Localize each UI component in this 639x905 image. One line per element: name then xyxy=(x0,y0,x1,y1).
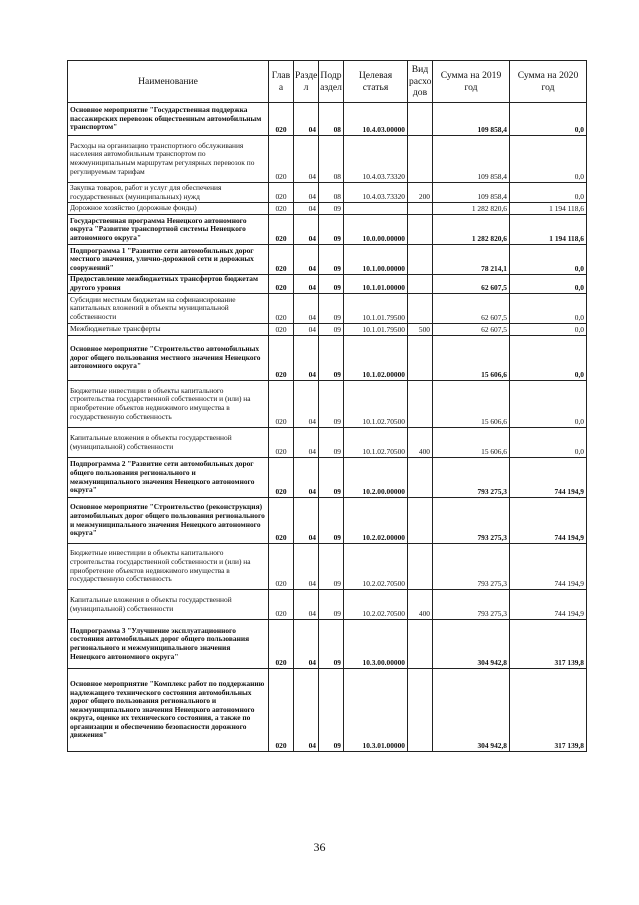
cell-glava: 020 xyxy=(269,136,294,183)
table-row xyxy=(68,458,587,498)
cell-vid: 400 xyxy=(408,428,433,458)
cell-glava: 020 xyxy=(269,544,294,590)
cell-name: Основное мероприятие "Строительство автомобильных дорог общего пользования местного значения Ненецкого автономного округа" xyxy=(68,336,269,381)
cell-podrazdel: 09 xyxy=(319,275,344,294)
cell-vid xyxy=(408,294,433,324)
table-row xyxy=(68,381,587,428)
cell-razdel: 04 xyxy=(294,294,319,324)
cell-sum2020: 1 194 118,6 xyxy=(510,203,587,215)
cell-name: Межбюджетные трансферты xyxy=(68,324,269,336)
cell-target: 10.1.02.70500 xyxy=(344,428,408,458)
cell-glava: 020 xyxy=(269,620,294,669)
cell-podrazdel: 09 xyxy=(319,544,344,590)
cell-name: Государственная программа Ненецкого автономного округа "Развитие транспортной системы Ненецкого автономного округа" xyxy=(68,215,269,245)
cell-podrazdel: 09 xyxy=(319,669,344,752)
cell-glava: 020 xyxy=(269,590,294,620)
cell-target: 10.4.03.73320 xyxy=(344,183,408,203)
cell-sum2020: 744 194,9 xyxy=(510,498,587,544)
cell-glava: 020 xyxy=(269,275,294,294)
cell-name: Подпрограмма 3 "Улучшение эксплуатационного состояния автомобильных дорог общего пользования регионального и межмуниципального значения Ненецкого автономного округа" xyxy=(68,620,269,669)
cell-razdel: 04 xyxy=(294,136,319,183)
cell-podrazdel: 09 xyxy=(319,590,344,620)
table-row xyxy=(68,294,587,324)
cell-name: Бюджетные инвестиции в объекты капитального строительства государственной собственности и (или) на приобретение объектов недвижимого имущества в государственную собственность xyxy=(68,381,269,428)
table-row xyxy=(68,136,587,183)
cell-razdel: 04 xyxy=(294,498,319,544)
table-row xyxy=(68,215,587,245)
cell-podrazdel: 09 xyxy=(319,498,344,544)
cell-sum2019: 78 214,1 xyxy=(433,245,510,275)
cell-target: 10.1.01.79500 xyxy=(344,294,408,324)
cell-name: Предоставление межбюджетных трансфертов бюджетам другого уровня xyxy=(68,275,269,294)
cell-name: Подпрограмма 2 "Развитие сети автомобильных дорог общего пользования регионального и межмуниципального значения Ненецкого автономного округа" xyxy=(68,458,269,498)
cell-vid xyxy=(408,136,433,183)
cell-glava: 020 xyxy=(269,103,294,136)
cell-sum2020: 317 139,8 xyxy=(510,620,587,669)
cell-vid xyxy=(408,275,433,294)
cell-target: 10.1.01.00000 xyxy=(344,275,408,294)
budget-table-container xyxy=(67,60,586,752)
cell-sum2019: 15 606,6 xyxy=(433,381,510,428)
table-row xyxy=(68,183,587,203)
cell-podrazdel: 09 xyxy=(319,294,344,324)
table-row xyxy=(68,590,587,620)
cell-razdel: 04 xyxy=(294,428,319,458)
table-row xyxy=(68,428,587,458)
col-header-sum2019: Сумма на 2019 год xyxy=(433,61,510,103)
cell-vid xyxy=(408,381,433,428)
cell-glava: 020 xyxy=(269,381,294,428)
cell-vid: 500 xyxy=(408,324,433,336)
cell-sum2020: 0,0 xyxy=(510,336,587,381)
cell-target: 10.2.02.70500 xyxy=(344,590,408,620)
cell-sum2020: 317 139,8 xyxy=(510,669,587,752)
cell-name: Закупка товаров, работ и услуг для обеспечения государственных (муниципальных) нужд xyxy=(68,183,269,203)
table-row xyxy=(68,103,587,136)
cell-target: 10.2.00.00000 xyxy=(344,458,408,498)
cell-sum2019: 62 607,5 xyxy=(433,294,510,324)
cell-vid xyxy=(408,458,433,498)
cell-glava: 020 xyxy=(269,203,294,215)
cell-sum2020: 0,0 xyxy=(510,103,587,136)
table-row xyxy=(68,669,587,752)
cell-razdel: 04 xyxy=(294,245,319,275)
col-header-podrazdel: Подр аздел xyxy=(319,61,344,103)
col-header-name: Наименование xyxy=(68,61,269,103)
cell-glava: 020 xyxy=(269,498,294,544)
cell-target: 10.2.02.70500 xyxy=(344,544,408,590)
cell-razdel: 04 xyxy=(294,324,319,336)
cell-target: 10.1.02.00000 xyxy=(344,336,408,381)
cell-vid xyxy=(408,215,433,245)
cell-podrazdel: 08 xyxy=(319,103,344,136)
cell-sum2019: 62 607,5 xyxy=(433,324,510,336)
table-row xyxy=(68,336,587,381)
cell-podrazdel: 09 xyxy=(319,458,344,498)
cell-vid xyxy=(408,245,433,275)
cell-glava: 020 xyxy=(269,428,294,458)
cell-razdel: 04 xyxy=(294,103,319,136)
cell-name: Дорожное хозяйство (дорожные фонды) xyxy=(68,203,269,215)
cell-razdel: 04 xyxy=(294,203,319,215)
cell-name: Бюджетные инвестиции в объекты капитального строительства государственной собственности и (или) на приобретение объектов недвижимого имущества в государственную собственность xyxy=(68,544,269,590)
cell-sum2019: 793 275,3 xyxy=(433,590,510,620)
cell-razdel: 04 xyxy=(294,458,319,498)
cell-target: 10.4.03.00000 xyxy=(344,103,408,136)
cell-sum2020: 0,0 xyxy=(510,183,587,203)
cell-sum2019: 304 942,8 xyxy=(433,669,510,752)
table-row xyxy=(68,245,587,275)
cell-razdel: 04 xyxy=(294,544,319,590)
table-row xyxy=(68,275,587,294)
cell-glava: 020 xyxy=(269,336,294,381)
cell-sum2019: 15 606,6 xyxy=(433,336,510,381)
cell-razdel: 04 xyxy=(294,669,319,752)
cell-sum2019: 793 275,3 xyxy=(433,458,510,498)
cell-target: 10.0.00.00000 xyxy=(344,215,408,245)
cell-podrazdel: 09 xyxy=(319,215,344,245)
cell-glava: 020 xyxy=(269,294,294,324)
page-number: 36 xyxy=(313,840,326,854)
table-row xyxy=(68,324,587,336)
cell-glava: 020 xyxy=(269,458,294,498)
cell-sum2019: 304 942,8 xyxy=(433,620,510,669)
cell-razdel: 04 xyxy=(294,215,319,245)
cell-sum2020: 744 194,9 xyxy=(510,590,587,620)
cell-sum2019: 109 858,4 xyxy=(433,103,510,136)
cell-sum2020: 0,0 xyxy=(510,136,587,183)
cell-sum2019: 109 858,4 xyxy=(433,183,510,203)
cell-glava: 020 xyxy=(269,669,294,752)
cell-glava: 020 xyxy=(269,245,294,275)
cell-sum2019: 15 606,6 xyxy=(433,428,510,458)
cell-name: Расходы на организацию транспортного обслуживания населения автомобильным транспортом по межмуниципальным маршрутам регулярных перевозок по регулируемым тарифам xyxy=(68,136,269,183)
header-row xyxy=(68,61,587,103)
cell-sum2020: 0,0 xyxy=(510,324,587,336)
cell-glava: 020 xyxy=(269,324,294,336)
cell-sum2019: 1 282 820,6 xyxy=(433,215,510,245)
table-row xyxy=(68,498,587,544)
cell-sum2019: 793 275,3 xyxy=(433,544,510,590)
cell-podrazdel: 08 xyxy=(319,136,344,183)
cell-sum2019: 793 275,3 xyxy=(433,498,510,544)
cell-vid xyxy=(408,336,433,381)
cell-target: 10.2.02.00000 xyxy=(344,498,408,544)
cell-podrazdel: 09 xyxy=(319,381,344,428)
cell-podrazdel: 09 xyxy=(319,336,344,381)
cell-target: 10.3.00.00000 xyxy=(344,620,408,669)
cell-vid xyxy=(408,669,433,752)
table-row xyxy=(68,544,587,590)
cell-sum2019: 62 607,5 xyxy=(433,275,510,294)
cell-target: 10.1.00.00000 xyxy=(344,245,408,275)
cell-podrazdel: 09 xyxy=(319,620,344,669)
col-header-vid: Вид расхо дов xyxy=(408,61,433,103)
cell-sum2020: 0,0 xyxy=(510,245,587,275)
cell-sum2020: 0,0 xyxy=(510,275,587,294)
budget-table xyxy=(67,60,587,752)
cell-razdel: 04 xyxy=(294,275,319,294)
cell-name: Основное мероприятие "Строительство (реконструкция) автомобильных дорог общего пользования регионального и межмуниципального значения Ненецкого автономного округа" xyxy=(68,498,269,544)
cell-glava: 020 xyxy=(269,183,294,203)
cell-podrazdel: 09 xyxy=(319,428,344,458)
cell-sum2020: 1 194 118,6 xyxy=(510,215,587,245)
cell-target xyxy=(344,203,408,215)
cell-name: Капитальные вложения в объекты государственной (муниципальной) собственности xyxy=(68,428,269,458)
cell-vid xyxy=(408,498,433,544)
cell-sum2019: 109 858,4 xyxy=(433,136,510,183)
col-header-glava: Глав а xyxy=(269,61,294,103)
cell-sum2020: 0,0 xyxy=(510,381,587,428)
cell-razdel: 04 xyxy=(294,381,319,428)
table-row xyxy=(68,203,587,215)
cell-target: 10.1.01.79500 xyxy=(344,324,408,336)
table-row xyxy=(68,620,587,669)
cell-razdel: 04 xyxy=(294,336,319,381)
cell-target: 10.1.02.70500 xyxy=(344,381,408,428)
col-header-sum2020: Сумма на 2020 год xyxy=(510,61,587,103)
cell-sum2020: 744 194,9 xyxy=(510,544,587,590)
cell-glava: 020 xyxy=(269,215,294,245)
cell-sum2020: 744 194,9 xyxy=(510,458,587,498)
cell-podrazdel: 09 xyxy=(319,203,344,215)
cell-vid xyxy=(408,103,433,136)
cell-sum2019: 1 282 820,6 xyxy=(433,203,510,215)
cell-name: Субсидии местным бюджетам на софинансирование капитальных вложений в объекты муниципальной собственности xyxy=(68,294,269,324)
cell-vid xyxy=(408,203,433,215)
cell-vid: 400 xyxy=(408,590,433,620)
cell-sum2020: 0,0 xyxy=(510,294,587,324)
cell-vid xyxy=(408,544,433,590)
cell-name: Основное мероприятие "Государственная поддержка пассажирских перевозок общественным автомобильным транспортом" xyxy=(68,103,269,136)
cell-target: 10.3.01.00000 xyxy=(344,669,408,752)
cell-sum2020: 0,0 xyxy=(510,428,587,458)
cell-podrazdel: 09 xyxy=(319,245,344,275)
cell-vid: 200 xyxy=(408,183,433,203)
cell-razdel: 04 xyxy=(294,620,319,669)
cell-name: Основное мероприятие "Комплекс работ по поддержанию надлежащего технического состояния автомобильных дорог общего пользования регионального и межмуниципального значения Ненецкого автономного округа, оценке их технического состояния, а также по организации и обеспечению безопасности дорожного движения" xyxy=(68,669,269,752)
col-header-razdel: Разде л xyxy=(294,61,319,103)
cell-razdel: 04 xyxy=(294,590,319,620)
cell-razdel: 04 xyxy=(294,183,319,203)
cell-podrazdel: 09 xyxy=(319,324,344,336)
cell-vid xyxy=(408,620,433,669)
cell-name: Подпрограмма 1 "Развитие сети автомобильных дорог местного значения, улично-дорожной сети и дорожных сооружений" xyxy=(68,245,269,275)
cell-podrazdel: 08 xyxy=(319,183,344,203)
cell-target: 10.4.03.73320 xyxy=(344,136,408,183)
cell-name: Капитальные вложения в объекты государственной (муниципальной) собственности xyxy=(68,590,269,620)
col-header-target: Целевая статья xyxy=(344,61,408,103)
